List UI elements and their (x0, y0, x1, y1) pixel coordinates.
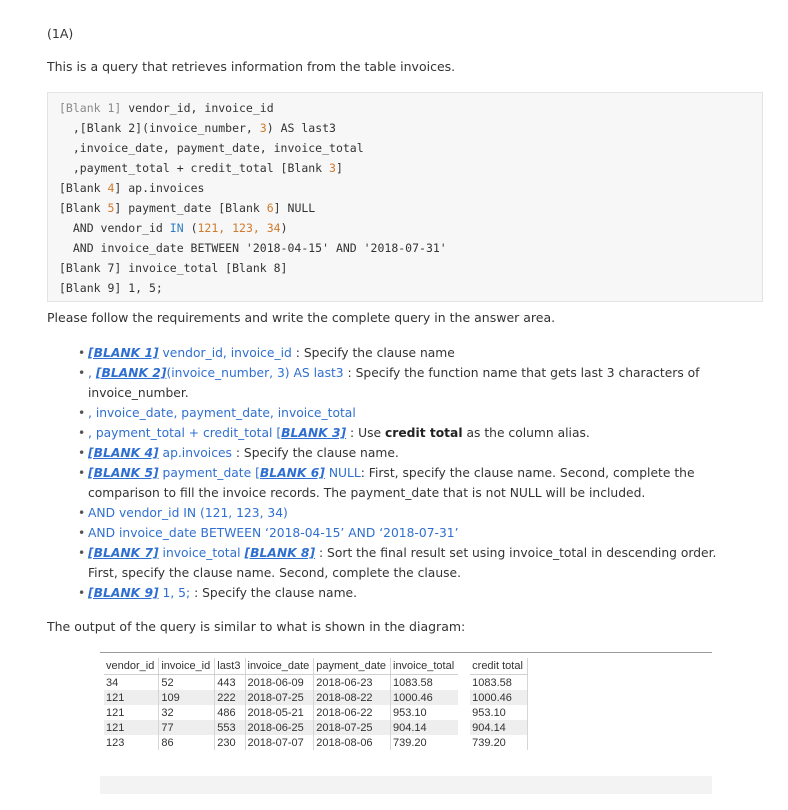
col-header-payment-date: payment_date (314, 658, 391, 675)
cell: 953.10 (470, 705, 527, 720)
column-gap (458, 720, 470, 735)
col-header-invoice-id: invoice_id (159, 658, 215, 675)
code-line-6: [Blank 5] payment_date [Blank 6] NULL (59, 201, 316, 215)
cell: 2018-05-21 (245, 705, 314, 720)
code-line-7: AND vendor_id IN (121, 123, 34) (59, 221, 288, 235)
cell: 2018-06-09 (245, 675, 314, 691)
requirement-9: • [BLANK 7] invoice_total [BLANK 8] : Sort the final result set using invoice_total in descending order. First, specify the clause name. Second, complete the clause. (78, 543, 728, 583)
table-row (104, 720, 527, 735)
table-row (104, 735, 527, 750)
table-row (104, 705, 527, 720)
code-block (47, 92, 763, 302)
code-line-1: [Blank 1] vendor_id, invoice_id (59, 101, 274, 115)
requirements-list (78, 343, 728, 603)
cell: 34 (104, 675, 159, 691)
table-top-rule (100, 652, 712, 653)
requirement-1: • [BLANK 1] vendor_id, invoice_id : Specify the clause name (78, 343, 728, 363)
cell: 109 (159, 690, 215, 705)
column-gap (458, 658, 470, 675)
code-line-5: [Blank 4] ap.invoices (59, 181, 205, 195)
cell: 486 (215, 705, 245, 720)
cell: 32 (159, 705, 215, 720)
follow-instructions: Please follow the requirements and write the complete query in the answer area. (47, 310, 556, 325)
requirement-2: • , [BLANK 2](invoice_number, 3) AS last3 : Specify the function name that gets last 3 characters of invoice_number. (78, 363, 728, 403)
cell: 443 (215, 675, 245, 691)
code-line-4: ,payment_total + credit_total [Blank 3] (59, 161, 343, 175)
cell: 2018-08-06 (314, 735, 391, 750)
col-header-credit-total: credit total (470, 658, 527, 675)
cell: 52 (159, 675, 215, 691)
cell: 904.14 (470, 720, 527, 735)
cell: 121 (104, 690, 159, 705)
code-line-10: [Blank 9] 1, 5; (59, 281, 163, 295)
cell: 2018-06-22 (314, 705, 391, 720)
col-header-vendor-id: vendor_id (104, 658, 159, 675)
table-row (104, 690, 527, 705)
cell: 77 (159, 720, 215, 735)
intro-text: This is a query that retrieves information from the table invoices. (47, 59, 456, 74)
output-table (104, 658, 528, 750)
cell: 2018-08-22 (314, 690, 391, 705)
cell: 2018-07-25 (245, 690, 314, 705)
cell: 86 (159, 735, 215, 750)
column-gap (458, 690, 470, 705)
code-line-9: [Blank 7] invoice_total [Blank 8] (59, 261, 288, 275)
output-caption: The output of the query is similar to what is shown in the diagram: (47, 619, 466, 634)
col-header-invoice-total: invoice_total (391, 658, 459, 675)
cell: 953.10 (391, 705, 459, 720)
requirement-3: • , invoice_date, payment_date, invoice_total (78, 403, 728, 423)
question-number: (1A) (47, 26, 74, 41)
cell: 553 (215, 720, 245, 735)
cell: 230 (215, 735, 245, 750)
cell: 739.20 (391, 735, 459, 750)
cell: 1083.58 (391, 675, 459, 691)
code-line-2: ,[Blank 2](invoice_number, 3) AS last3 (59, 121, 336, 135)
cell: 739.20 (470, 735, 527, 750)
requirement-6: • [BLANK 5] payment_date [BLANK 6] NULL: First, specify the clause name. Second, complete the comparison to fill the invoice records. The payment_date that is not NULL will be included. (78, 463, 728, 503)
code-line-8: AND invoice_date BETWEEN '2018-04-15' AND '2018-07-31' (59, 241, 447, 255)
column-gap (458, 735, 470, 750)
cell: 1083.58 (470, 675, 527, 691)
col-header-last3: last3 (215, 658, 245, 675)
requirement-4: • , payment_total + credit_total [BLANK 3] : Use credit total as the column alias. (78, 423, 728, 443)
cell: 2018-06-25 (245, 720, 314, 735)
table-row (104, 675, 527, 691)
cell: 123 (104, 735, 159, 750)
requirement-7: • AND vendor_id IN (121, 123, 34) (78, 503, 728, 523)
col-header-invoice-date: invoice_date (245, 658, 314, 675)
code-line-3: ,invoice_date, payment_date, invoice_total (59, 141, 364, 155)
cell: 1000.46 (470, 690, 527, 705)
cell: 2018-06-23 (314, 675, 391, 691)
table-bottom-band (100, 776, 712, 794)
requirement-5: • [BLANK 4] ap.invoices : Specify the clause name. (78, 443, 728, 463)
cell: 121 (104, 705, 159, 720)
table-header-row (104, 658, 527, 675)
cell: 904.14 (391, 720, 459, 735)
requirement-8: • AND invoice_date BETWEEN ‘2018-04-15’ AND ‘2018-07-31’ (78, 523, 728, 543)
cell: 121 (104, 720, 159, 735)
column-gap (458, 675, 470, 691)
column-gap (458, 705, 470, 720)
cell: 2018-07-07 (245, 735, 314, 750)
cell: 1000.46 (391, 690, 459, 705)
output-table-image (100, 652, 712, 794)
requirement-10: • [BLANK 9] 1, 5; : Specify the clause name. (78, 583, 728, 603)
cell: 2018-07-25 (314, 720, 391, 735)
cell: 222 (215, 690, 245, 705)
